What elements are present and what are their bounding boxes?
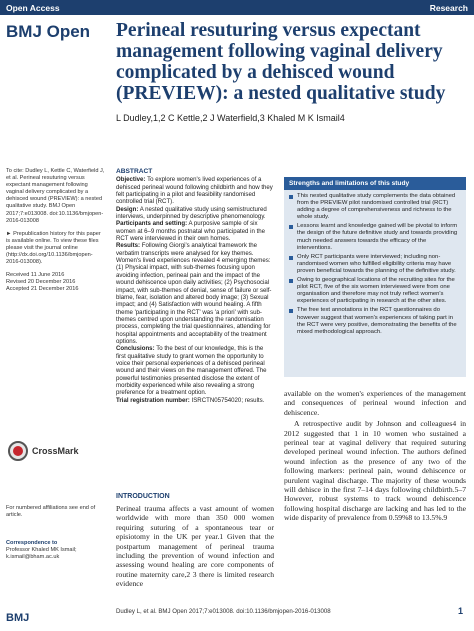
trial-label: Trial registration number: <box>116 396 190 404</box>
left-sidebar <box>6 168 106 294</box>
section-label: Research <box>429 2 468 13</box>
abstract-results <box>116 242 274 345</box>
article-title: Perineal resuturing versus expectant management following vaginal delivery complicated by a dehisced wound (PREVIEW): a nested qualitative study <box>116 20 446 104</box>
prepub-note[interactable]: ► Prepublication history for this paper is available online. To view these files please visit the journal online (http://dx.doi.org/10.1136/bmjopen-2016-013008). <box>6 230 101 266</box>
history-dates <box>6 272 106 293</box>
correspondence-text[interactable]: Professor Khaled MK Ismail; k.ismail@bham.ac.uk <box>6 547 77 561</box>
crossmark-label: CrossMark <box>32 446 79 456</box>
participants-label: Participants and setting: <box>116 220 188 228</box>
conclusions-text: To the best of our knowledge, this is the first qualitative study to grant women the opportunity to voice their personal experiences of a dehisced perineal wound and their views on the management offered. The powerful testimonies presented disclose the extent of morbidity experienced while also revealing a strong preference for a treatment option. <box>116 345 267 397</box>
design-label: Design: <box>116 205 139 213</box>
list-item: This nested qualitative study complements the data obtained from the PREVIEW pilot randomised controlled trial (RCT) adding a degree of comprehensiveness and richness to the whole study. <box>289 193 461 221</box>
correspondence <box>6 540 106 561</box>
list-item: Owing to geographical locations of the recruiting sites for the pilot RCT, five of the six women interviewed were from one organisation and therefore may not truly reflect women's experiences of participating in research at the other sites. <box>289 277 461 305</box>
affiliations-note: For numbered affiliations see end of article. <box>6 505 96 519</box>
intro-text: Perineal trauma affects a vast amount of women worldwide with more than 350 000 women requiring suturing of a spontaneous tear or episiotomy in the UK per year.1 Given that the postpartum management of perineal trauma including the prevention of wound infection and assessing wound healing are core components of routine maternity care,2 3 there is limited research evidence <box>116 504 274 589</box>
page-number: 1 <box>458 606 464 616</box>
body-paragraph: available on the women's experiences of the management and consequences of perineal wound infection and dehiscence. <box>284 389 466 417</box>
strengths-box <box>284 177 466 377</box>
design-text: A nested qualitative study using semistructured interviews, underpinned by descriptive phenomenology. <box>116 205 267 221</box>
abstract-objective <box>116 176 274 205</box>
results-text: Following Giorgi's analytical framework the verbatim transcripts were analysed for key themes. Women's lived experiences revealed 4 emerging themes: (1) Physical impact, with sub-themes focusing upon avoiding infection, perineal pain and the impact of the wound dehiscence upon daily activities; (2) Psychosocial impact, with sub-themes of denial, sense of failure or self-blame, fear, isolation and altered body image; (3) Sexual impact; and (4) Satisfaction with wound healing. A fifth theme 'participating in the RCT' was 'a priori' with sub-themes centred upon understanding the randomisation process, completing the trial questionnaires, attending for hospital appointments and acceptability of the treatment options. <box>116 242 272 345</box>
abstract <box>116 168 274 404</box>
open-access-label: Open Access <box>6 2 60 13</box>
list-item: Lessons learnt and knowledge gained will be pivotal to inform the design of the future definitive study and towards providing much needed answers towards the efficacy of the interventions. <box>289 223 461 251</box>
body-text-right <box>284 389 466 525</box>
author-list: L Dudley,1,2 C Kettle,2 J Waterfield,3 Khaled M K Ismail4 <box>116 113 345 123</box>
date-accepted: Accepted 21 December 2016 <box>6 286 79 293</box>
objective-text: To explore women's lived experiences of a dehisced perineal wound following childbirth and how they felt participating in a pilot and feasibility randomised controlled trial (RCT). <box>116 176 273 206</box>
objective-label: Objective: <box>116 176 146 184</box>
trial-text: ISRCTN05754020; results. <box>191 396 265 404</box>
conclusions-label: Conclusions: <box>116 345 155 353</box>
date-received: Received 11 June 2016 <box>6 272 65 279</box>
crossmark-badge[interactable] <box>8 440 108 462</box>
crossmark-icon <box>8 441 28 461</box>
abstract-conclusions <box>116 345 274 396</box>
correspondence-label: Correspondence to <box>6 540 58 546</box>
footer-citation: Dudley L, et al. BMJ Open 2017;7:e013008. doi:10.1136/bmjopen-2016-013008 <box>116 608 331 615</box>
results-label: Results: <box>116 242 141 250</box>
abstract-heading: ABSTRACT <box>116 168 153 175</box>
bmj-logo: BMJ <box>6 612 30 624</box>
abstract-design <box>116 206 274 221</box>
body-paragraph: A retrospective audit by Johnson and colleagues4 in 2012 suggested that 1 in 10 women who sustained a perineal tear at vaginal delivery that required suturing developed perineal wound infection. The authors defined wound infection as the presence of any two of the following markers: perineal pain, wound dehiscence or purulent vaginal discharge. The majority of these wounds will dehisce in the first 7–14 days following childbirth.5–7 However, robust systems to track wound dehiscence following hospital discharge are lacking and has led to the wide disparity of prevalence from 0.59%8 to 13.5%.9 <box>284 419 466 523</box>
list-item: Only RCT participants were interviewed; including non-randomised women who fulfilled eligibility criteria may have proven beneficial towards the planning of the definitive study. <box>289 254 461 275</box>
abstract-participants <box>116 220 274 242</box>
top-banner <box>0 0 474 15</box>
page-footer <box>0 600 474 631</box>
journal-brand: BMJ Open <box>6 22 91 41</box>
date-revised: Revised 20 December 2016 <box>6 279 76 286</box>
participants-text: A purposive sample of six women at 6–9 months postnatal who participated in the RCT were interviewed in their own homes. <box>116 220 266 243</box>
list-item: The free text annotations in the RCT questionnaires do however suggest that women's experiences of taking part in the RCT were very positive, demonstrating the benefits of the mixed methodological approach. <box>289 307 461 335</box>
strengths-list <box>284 190 466 336</box>
cite-block: To cite: Dudley L, Kettle C, Waterfield J, et al. Perineal resuturing versus expectant management following vaginal delivery complicated by a dehisced wound (PREVIEW): a nested qualitative study. BMJ Open 2017;7:e013008. doi:10.1136/bmjopen-2016-013008 <box>6 168 105 224</box>
intro-heading: INTRODUCTION <box>116 493 170 500</box>
abstract-trial <box>116 397 274 404</box>
strengths-heading: Strengths and limitations of this study <box>284 177 466 190</box>
